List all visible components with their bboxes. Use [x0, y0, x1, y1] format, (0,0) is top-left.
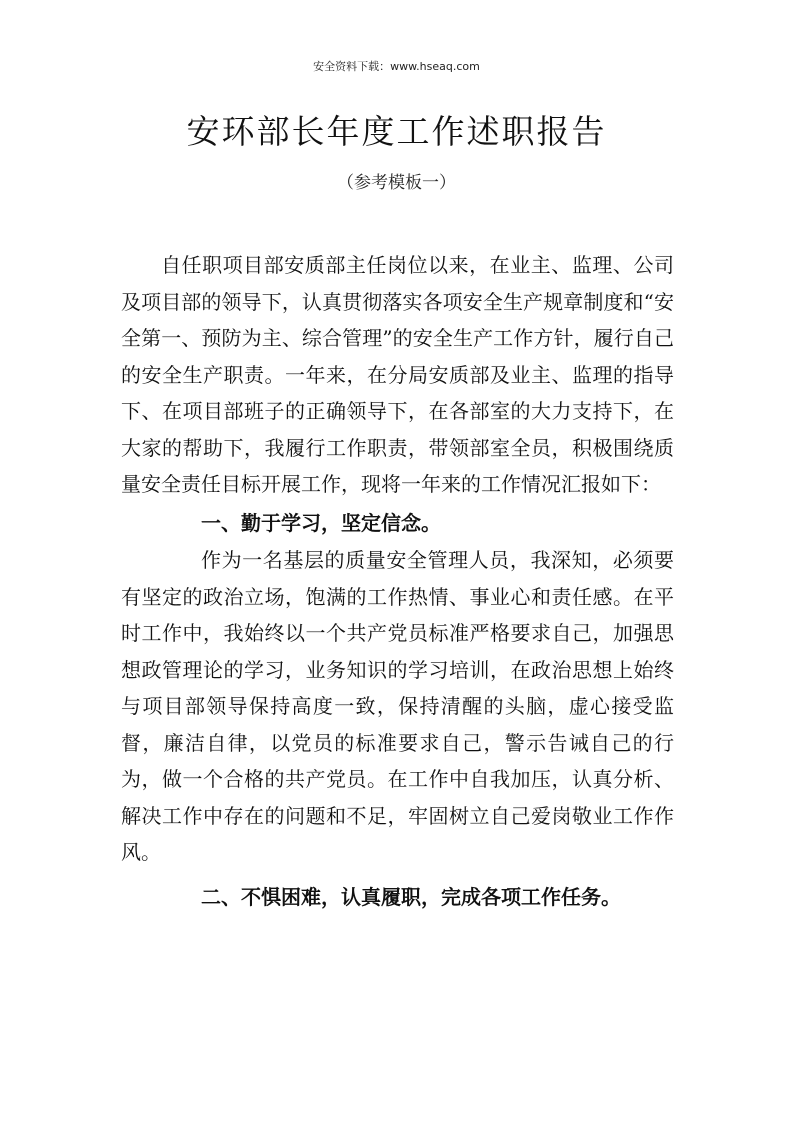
document-subtitle: （参考模板一） [337, 173, 456, 193]
section-2-heading: 二、不惧困难，认真履职，完成各项工作任务。 [201, 884, 621, 909]
document-title: 安环部长年度工作述职报告 [186, 112, 607, 151]
section-1-heading: 一、勤于学习，坚定信念。 [201, 510, 441, 535]
section-1-paragraph: 作为一名基层的质量安全管理人员，我深知，必须要有坚定的政治立场，饱满的工作热情、事业心和责任感。在平时工作中，我始终以一个共产党员标准严格要求自己，加强思想政管理论的学习，业务知识的学习培训，在政治思想上始终与项目部领导保持高度一致，保持清醒的头脑，虚心接受监督，廉洁自律，以党员的标准要求自己，警示告诫自己的行为，做一个合格的共产党员。在工作中自我加压，认真分析、解决工作中存在的问题和不足，牢固树立自己爱岗敬业工作作风。 [121, 548, 674, 864]
header-download-note: 安全资料下载：www.hseaq.com [313, 60, 480, 73]
intro-paragraph: 自任职项目部安质部主任岗位以来，在业主、监理、公司及项目部的领导下，认真贯彻落实各项安全生产规章制度和“安全第一、预防为主、综合管理”的安全生产工作方针，履行自己的安全生产职责。一年来，在分局安质部及业主、监理的指导下、在项目部班子的正确领导下，在各部室的大力支持下，在大家的帮助下，我履行工作职责，带领部室全员，积极围绕质量安全责任目标开展工作，现将一年来的工作情况汇报如下： [121, 253, 674, 496]
document-body [121, 247, 674, 916]
